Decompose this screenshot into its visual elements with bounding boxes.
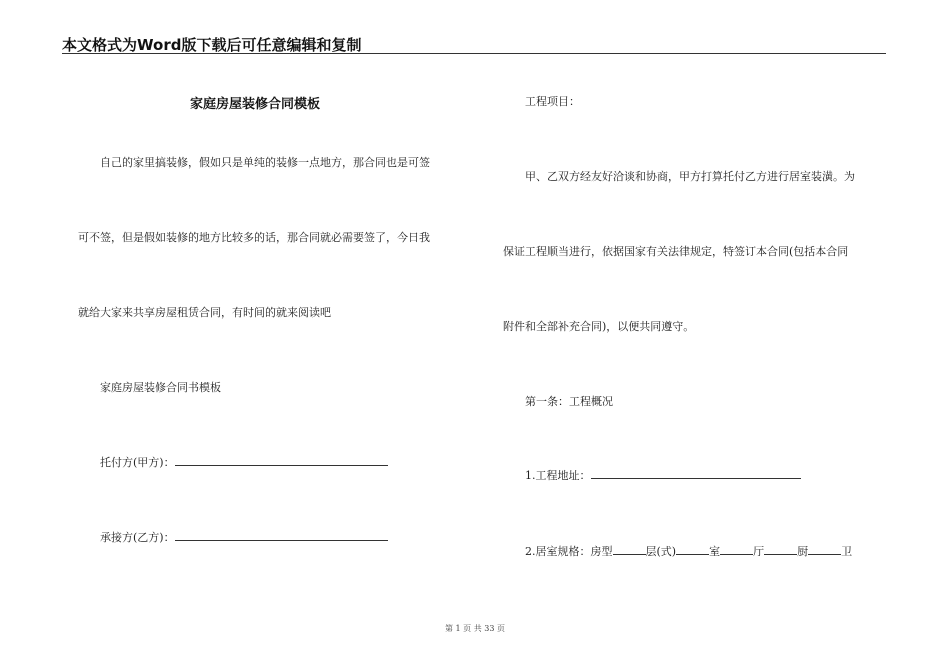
header-note: 本文格式为Word版下载后可任意编辑和复制 xyxy=(62,36,362,54)
address-label: 1.工程地址： xyxy=(525,469,591,482)
room-blank-line xyxy=(676,544,709,555)
document-title: 家庭房屋装修合同模板 xyxy=(190,97,321,112)
floor-blank-line xyxy=(613,544,646,555)
page-number: 第 1 页 共 33 页 xyxy=(445,624,505,633)
spec-label: 2.居室规格：房型 xyxy=(525,545,613,558)
contractor-label: 承接方(乙方)： xyxy=(100,531,175,544)
intro-line-3: 就给大家来共享房屋租赁合同，有时间的就来阅读吧 xyxy=(78,306,331,319)
project-label: 工程项目： xyxy=(525,95,580,108)
spec-room: 室 xyxy=(709,545,721,558)
header-divider xyxy=(62,53,886,54)
kitchen-blank-line xyxy=(764,544,797,555)
intro-line-1: 自己的家里搞装修，假如只是单纯的装修一点地方，那合同也是可签 xyxy=(100,156,430,169)
spec-floor: 层(式) xyxy=(645,545,677,558)
client-field xyxy=(100,454,388,470)
bath-blank-line xyxy=(808,544,841,555)
spec-field xyxy=(525,543,852,559)
agreement-line-1: 甲、乙双方经友好洽谈和协商，甲方打算托付乙方进行居室装潢。为 xyxy=(525,170,855,183)
client-blank-line xyxy=(175,455,388,466)
agreement-line-3: 附件和全部补充合同)，以便共同遵守。 xyxy=(503,320,695,333)
spec-hall: 厅 xyxy=(753,545,765,558)
client-label: 托付方(甲方)： xyxy=(100,456,175,469)
contractor-blank-line xyxy=(175,530,388,541)
spec-kitchen: 厨 xyxy=(797,545,809,558)
contractor-field xyxy=(100,529,388,545)
address-field xyxy=(525,467,801,483)
agreement-line-2: 保证工程顺当进行，依据国家有关法律规定，特签订本合同(包括本合同 xyxy=(503,245,849,258)
hall-blank-line xyxy=(720,544,753,555)
intro-line-2: 可不签，但是假如装修的地方比较多的话，那合同就必需要签了，今日我 xyxy=(78,231,430,244)
article-1-heading: 第一条：工程概况 xyxy=(525,395,613,408)
contract-subtitle: 家庭房屋装修合同书模板 xyxy=(100,381,221,394)
spec-bath: 卫 xyxy=(841,545,853,558)
address-blank-line xyxy=(591,468,801,479)
